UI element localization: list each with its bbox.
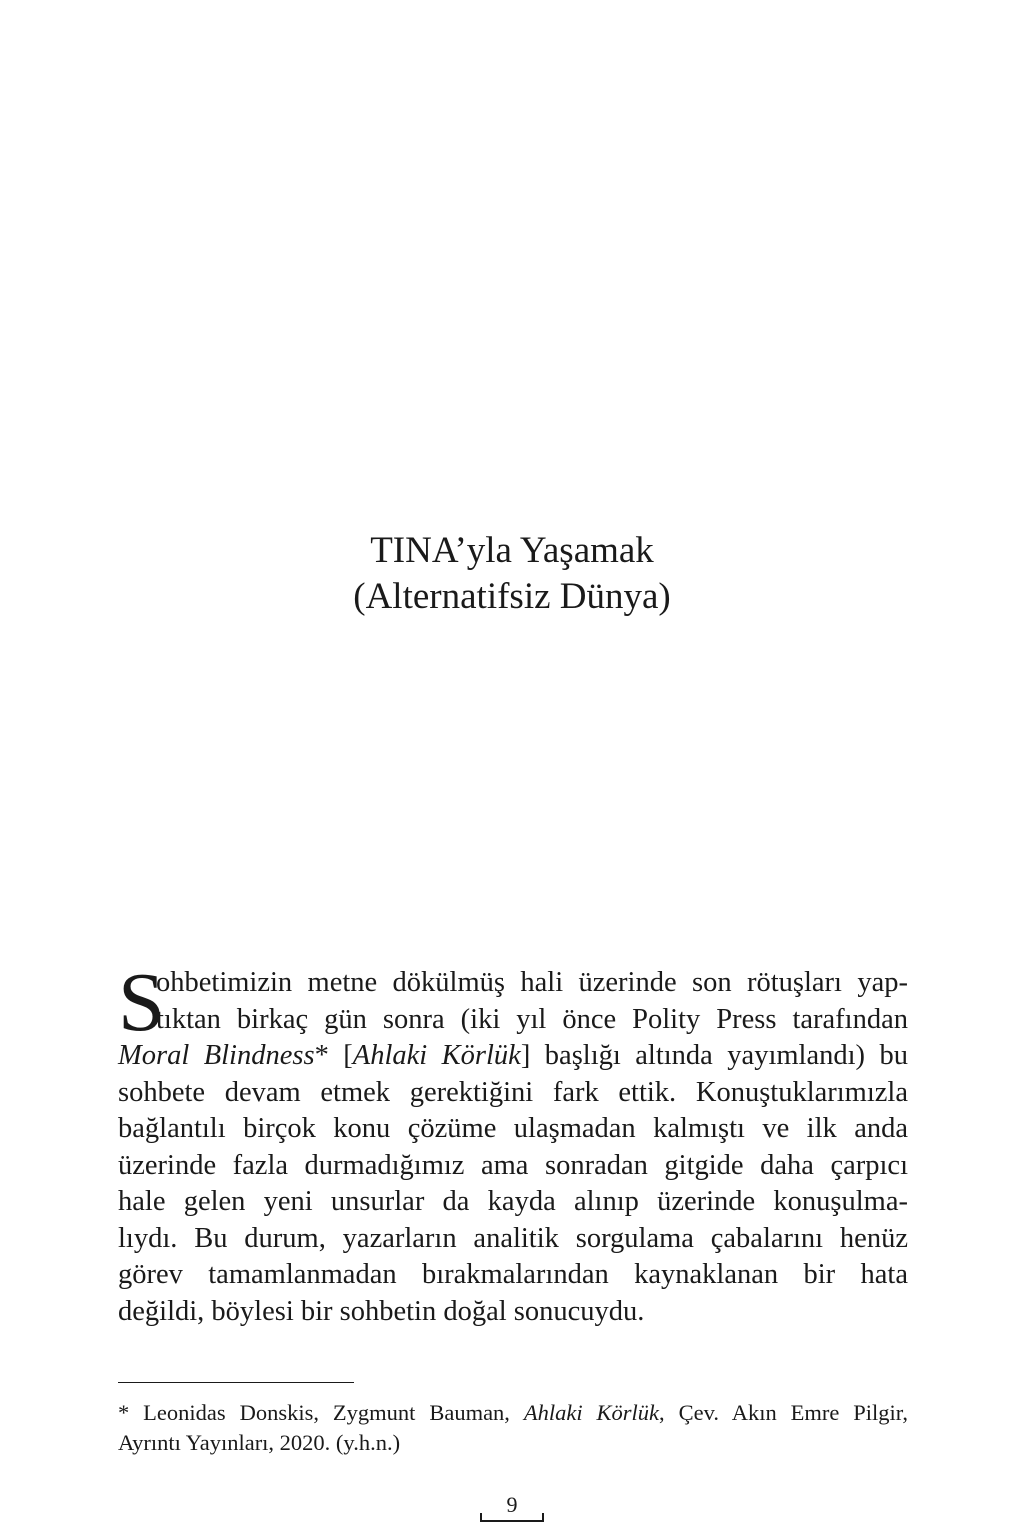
- book-title-original: Moral Blindness: [118, 1040, 315, 1071]
- footnote-prefix: * Leonidas Donskis, Zygmunt Bauman,: [118, 1400, 524, 1425]
- chapter-title-line-2: (Alternatifsiz Dünya): [353, 576, 671, 617]
- drop-cap: S: [118, 956, 165, 1049]
- body-line-2: tıktan birkaç gün sonra (iki yıl önce Polity Press tarafından: [156, 1003, 908, 1035]
- chapter-title: [0, 528, 1024, 620]
- body-line-5: bağlantılı birçok konu çözüme ulaşmadan kalmıştı ve ilk anda: [118, 1113, 908, 1144]
- footnote-book-title: Ahlaki Körlük: [523, 1400, 660, 1425]
- body-line-6: üzerinde fazla durmadığımız ama sonradan gitgide daha çarpıcı: [118, 1149, 908, 1181]
- body-line-8: lıydı. Bu durum, yazarların analitik sorgulama çabalarını henüz: [118, 1222, 908, 1254]
- page-number-bracket: [480, 1492, 544, 1522]
- page-number: 9: [506, 1492, 518, 1517]
- footnote-suffix: , Çev. Akın Emre Pilgir,: [659, 1400, 909, 1425]
- body-line-1: ohbetimizin metne dökülmüş hali üzerinde son rötuşları yap-: [156, 967, 908, 998]
- body-line-3-rest: ] başlığı altında yayımlandı) bu: [520, 1040, 908, 1071]
- footnote-divider: [118, 1382, 354, 1383]
- body-line-9: görev tamamlanmadan bırakmalarından kaynaklanan bir hata: [118, 1259, 908, 1290]
- bracket-base: [480, 1520, 544, 1522]
- body-paragraph: [118, 956, 908, 1330]
- footnote-line-1: [118, 1398, 908, 1428]
- book-title-translation: Ahlaki Körlük: [352, 1040, 521, 1071]
- body-line-3: [118, 1038, 908, 1075]
- body-line-4: sohbete devam etmek gerektiğini fark ettik. Konuştuklarımızla: [118, 1076, 908, 1108]
- bracket-open: [: [328, 1040, 353, 1071]
- chapter-title-line-1: TINA’yla Yaşamak: [370, 530, 654, 571]
- footnote: [118, 1398, 908, 1458]
- body-line-10: değildi, böylesi bir sohbetin doğal sonucuydu.: [118, 1295, 645, 1327]
- body-line-7: hale gelen yeni unsurlar da kayda alınıp üzerinde konuşulma-: [118, 1186, 908, 1217]
- footnote-line-2: Ayrıntı Yayınları, 2020. (y.h.n.): [118, 1430, 401, 1455]
- footnote-marker: *: [314, 1040, 329, 1071]
